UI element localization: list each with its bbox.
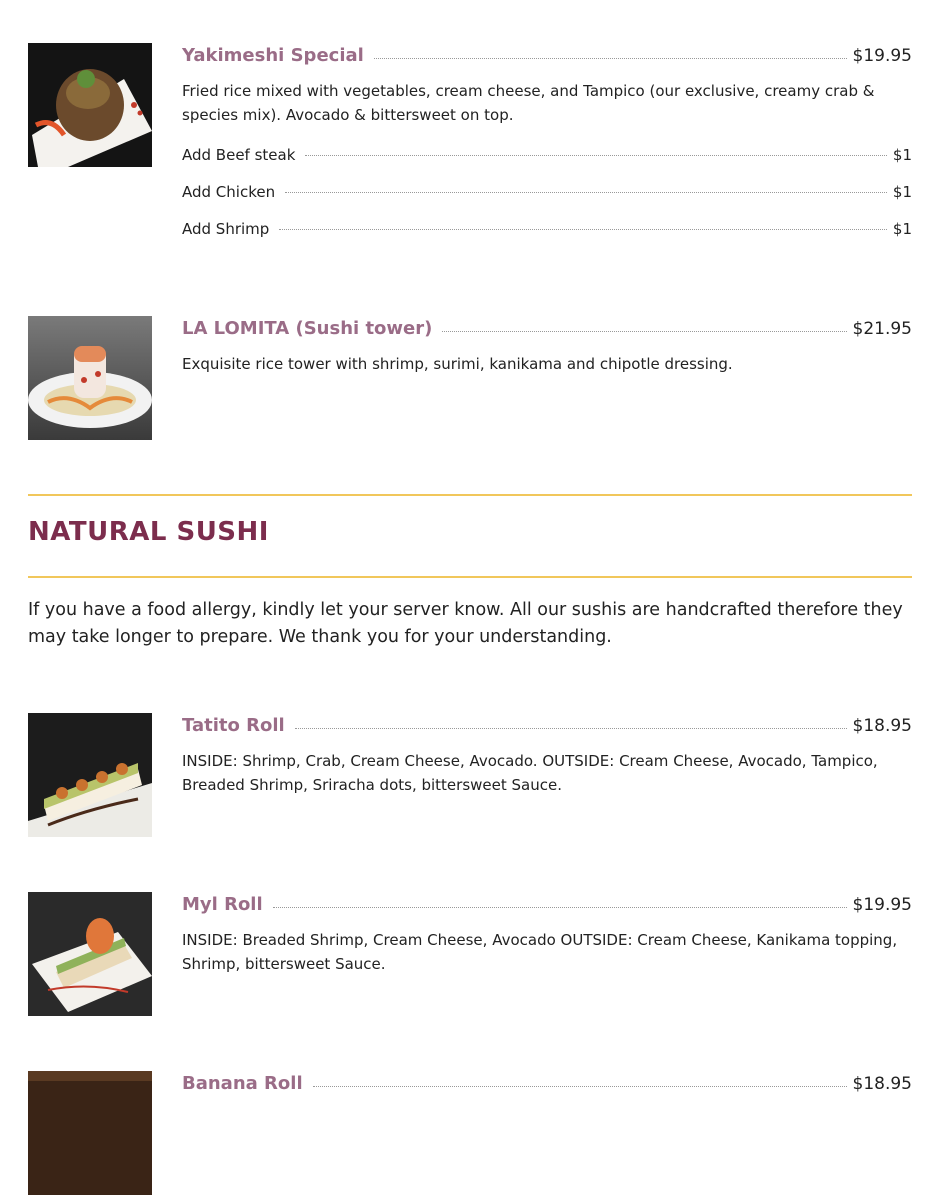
- banana-roll-photo[interactable]: [28, 1071, 152, 1195]
- myl-roll-details: [182, 892, 912, 976]
- la-lomita-details: [182, 316, 912, 376]
- item-description: INSIDE: Breaded Shrimp, Cream Cheese, Avocado OUTSIDE: Cream Cheese, Kanikama topping, Shrimp, bittersweet Sauce.: [182, 931, 898, 973]
- item-name[interactable]: Myl Roll: [182, 894, 263, 915]
- addon-label: Add Beef steak: [182, 146, 296, 164]
- dotted-leader: [295, 727, 847, 729]
- item-description: Exquisite rice tower with shrimp, surimi, kanikama and chipotle dressing.: [182, 355, 733, 373]
- item-price: $21.95: [852, 319, 912, 339]
- addon-row[interactable]: [182, 217, 912, 254]
- item-price: $19.95: [852, 46, 912, 66]
- addon-row[interactable]: [182, 143, 912, 180]
- item-name[interactable]: Yakimeshi Special: [182, 45, 364, 66]
- tatito-roll-photo[interactable]: [28, 713, 152, 837]
- item-name[interactable]: Tatito Roll: [182, 715, 285, 736]
- section-divider-bottom: [28, 576, 912, 578]
- yakimeshi-photo[interactable]: [28, 43, 152, 167]
- item-price: $18.95: [852, 716, 912, 736]
- addon-list: [182, 143, 912, 254]
- yakimeshi-details: [182, 43, 912, 254]
- dotted-leader: [442, 330, 846, 332]
- allergy-notice: If you have a food allergy, kindly let your server know. All our sushis are handcrafted therefore they may take longer to prepare. We thank you for your understanding.: [28, 600, 903, 647]
- section-divider-top: [28, 494, 912, 496]
- dotted-leader: [279, 228, 887, 230]
- item-price: $19.95: [852, 895, 912, 915]
- item-name[interactable]: Banana Roll: [182, 1073, 303, 1094]
- section-title: NATURAL SUSHI: [28, 517, 269, 547]
- dotted-leader: [374, 57, 847, 59]
- dotted-leader: [273, 906, 847, 908]
- la-lomita-photo[interactable]: [28, 316, 152, 440]
- addon-price: $1: [892, 146, 912, 164]
- addon-label: Add Shrimp: [182, 220, 270, 238]
- myl-roll-photo[interactable]: [28, 892, 152, 1016]
- banana-roll-details: [182, 1071, 912, 1097]
- item-name[interactable]: LA LOMITA (Sushi tower): [182, 318, 433, 339]
- item-price: $18.95: [852, 1074, 912, 1094]
- addon-row[interactable]: [182, 180, 912, 217]
- dotted-leader: [313, 1085, 847, 1087]
- tatito-roll-details: [182, 713, 912, 797]
- addon-price: $1: [892, 220, 912, 238]
- addon-label: Add Chicken: [182, 183, 276, 201]
- item-description: Fried rice mixed with vegetables, cream cheese, and Tampico (our exclusive, creamy crab & species mix). Avocado & bittersweet on top.: [182, 82, 875, 124]
- dotted-leader: [305, 154, 886, 156]
- dotted-leader: [285, 191, 887, 193]
- item-description: INSIDE: Shrimp, Crab, Cream Cheese, Avocado. OUTSIDE: Cream Cheese, Avocado, Tampico, Breaded Shrimp, Sriracha dots, bittersweet Sauce.: [182, 752, 878, 794]
- addon-price: $1: [892, 183, 912, 201]
